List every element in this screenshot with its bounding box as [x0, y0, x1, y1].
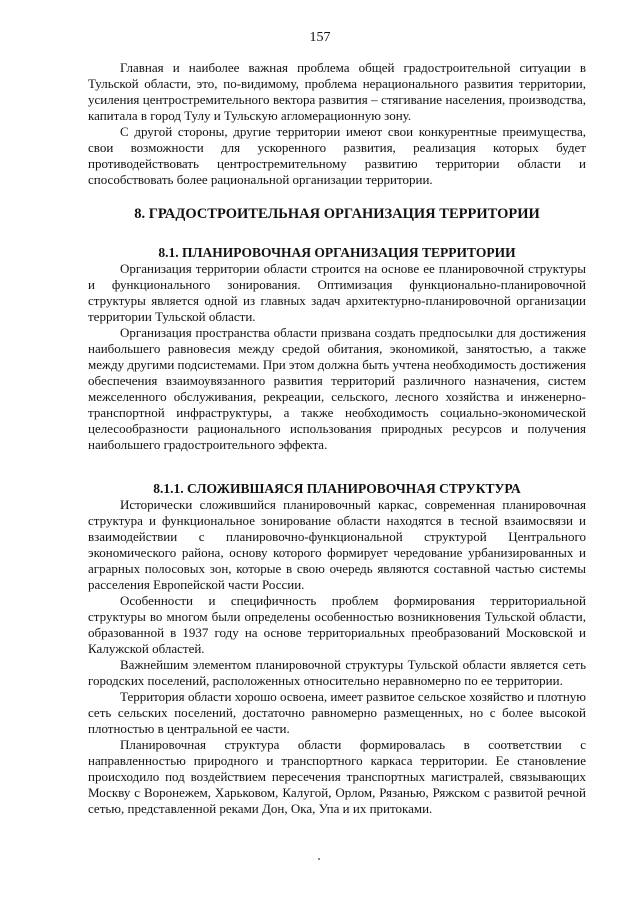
section-8-1-1-paragraph-5: Планировочная структура области формировалась в соответствии с направленностью природного и транспортного каркаса территории. Ее становление происходило под воздействием пересечения транспортных магистралей, связывающих Москву с Воронежем, Харьковом, Калугой, Орлом, Рязанью, Ряжском с развитой речной сетью, представленной реками Дон, Ока, Упа и их притоками.: [88, 737, 586, 816]
section-8-1-1-paragraph-4: Территория области хорошо освоена, имеет развитое сельское хозяйство и плотную сеть сельских поселений, достаточно равномерно размещенных, но с более высокой плотностью в центральной ее части.: [88, 689, 586, 736]
section-8-1-paragraph-1: Организация территории области строится на основе ее планировочной структуры и функционального зонирования. Оптимизация функционально-планировочной структуры является одной из главных задач архитектурно-планировочной организации территории Тульской области.: [88, 261, 586, 324]
section-8-1-1-paragraph-2: Особенности и специфичность проблем формирования территориальной структуры во многом были определены особенностью возникновения Тульской области, образованной в 1937 году на основе территориальных преобразований Московской и Калужской областей.: [88, 593, 586, 656]
section-8-1-1-paragraph-3: Важнейшим элементом планировочной структуры Тульской области является сеть городских поселений, расположенных относительно неравномерно по ее территории.: [88, 657, 586, 688]
section-8-1-heading: 8.1. ПЛАНИРОВОЧНАЯ ОРГАНИЗАЦИЯ ТЕРРИТОРИИ: [158, 245, 516, 260]
section-8-1-paragraph-2: Организация пространства области призвана создать предпосылки для достижения наибольшего равновесия между средой обитания, экономикой, занятостью, а также между другими подсистемами. При этом должна быть учтена необходимость достижения обеспечения взаимоувязанного развития территорий различного назначения, систем межселенного обслуживания, рекреации, сельского, лесного хозяйства и инженерно-транспортной инфраструктуры, а также необходимость социально-экономической целесообразности рационального использования природных ресурсов и получения наибольшего градостроительного эффекта.: [88, 325, 586, 452]
intro-paragraph-2: С другой стороны, другие территории имеют свои конкурентные преимущества, свои возможности для ускоренного развития, реализация которых будет противодействовать центростремительному развитию территории области и способствовать более рациональной организации территории.: [88, 124, 586, 187]
section-8-heading: 8. ГРАДОСТРОИТЕЛЬНАЯ ОРГАНИЗАЦИЯ ТЕРРИТОРИИ: [134, 206, 540, 222]
page-number: 157: [309, 30, 331, 45]
intro-paragraph-1: Главная и наиболее важная проблема общей градостроительной ситуации в Тульской области, это, по-видимому, проблема нерационального развития территории, усиления центростремительного вектора развития – стягивание населения, производства, капитала в город Тулу и Тульскую агломерационную зону.: [88, 60, 586, 123]
page-body: [88, 60, 586, 817]
section-8-1-1-heading: 8.1.1. СЛОЖИВШАЯСЯ ПЛАНИРОВОЧНАЯ СТРУКТУРА: [153, 481, 521, 496]
section-8-1-1-paragraph-1: Исторически сложившийся планировочный каркас, современная планировочная структура и функциональное зонирование области находятся в тесной взаимосвязи и взаимодействии с планировочно-функциональной структурой Центрального экономического района, основу которого формирует чередование урбанизированных и аграрных полосовых зон, которые в свою очередь являются составной частью системы расселения Европейской части России.: [88, 497, 586, 592]
scan-speck: [318, 858, 320, 860]
